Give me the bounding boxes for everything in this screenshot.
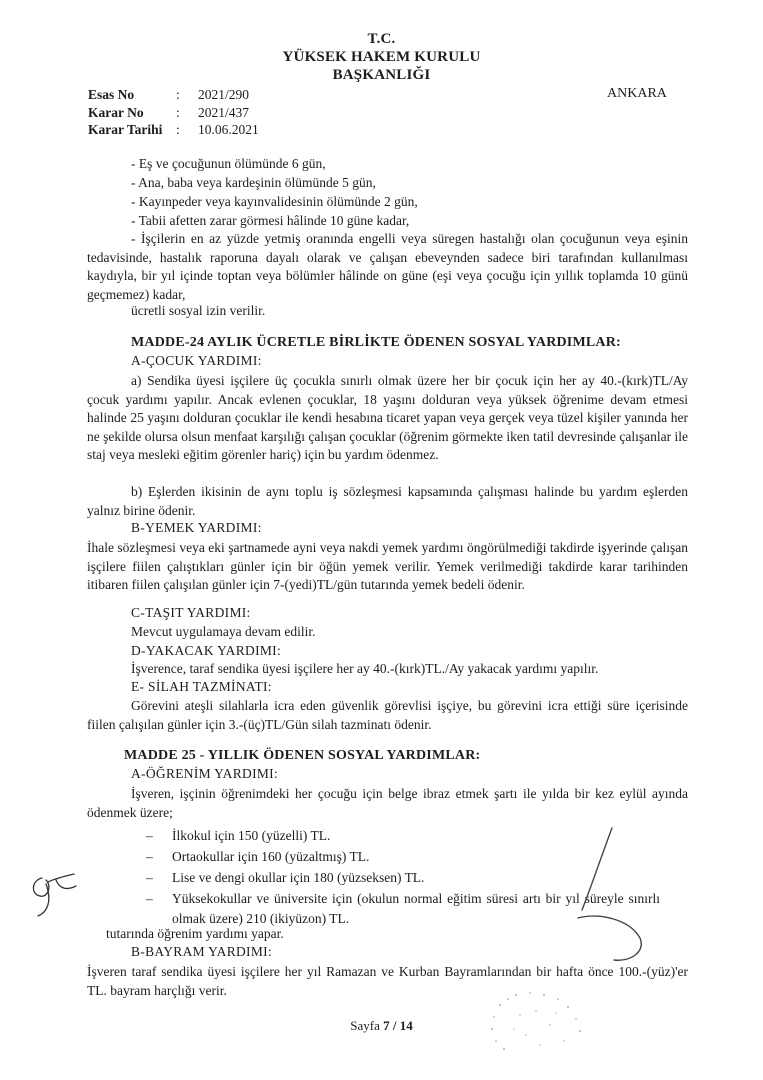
header-tc: T.C. (367, 31, 396, 47)
dash: – (146, 849, 153, 864)
stamp-smudge-mark (480, 985, 610, 1065)
list-item-text: Lise ve dengi okullar için 180 (yüzseksen) TL. (172, 870, 425, 885)
cocuk-paragraph-a: a) Sendika üyesi işçilere üç çocukla sınırlı olmak üzere her bir çocuk için her ay 40.-(kırk)TL/Ay çocuk yardımı yapılır. Ancak evlenen çocuklar, 18 yaşını dolduran veya yüksek öğrenime devam etmesi halinde 25 yaşını dolduran çocuklar ile kendi hesabına ticaret yapan veya gerçek veya tüzel kişiler yanında her ne şekilde olursa olsun menfaat karşılığı çalışan çocuklar (öğrenim görmekte iken tatil devresinde çalışanlar ile staj veya mesleki eğitim görenler hariç) için bu yardım ödenmez. (87, 373, 688, 462)
colon: : (176, 122, 180, 137)
handwritten-signature-stroke (560, 820, 680, 970)
list-item (146, 868, 424, 887)
cocuk-title: A-ÇOCUK YARDIMI: (131, 353, 262, 368)
madde24-title: MADDE-24 AYLIK ÜCRETLE BİRLİKTE ÖDENEN SOSYAL YARDIMLAR: (131, 335, 621, 350)
colon: : (176, 104, 180, 120)
leave-item: - Ana, baba veya kardeşinin ölümünde 5 gün, (131, 175, 376, 190)
yakacak-title: D-YAKACAK YARDIMI: (131, 643, 282, 658)
list-item-text: İlkokul için 150 (yüzelli) TL. (172, 828, 331, 843)
leave-disabled-paragraph: - İşçilerin en az yüzde yetmiş oranında engelli veya süregen hastalığı olan çocuğunun veya eşinin tedavisinde, hastalık raporuna dayalı olarak ve çalışan ebeveynden sadece biri tarafından kullanılması kaydıyla, bir yıl içinde toptan veya bölümler hâlinde on güne (eşi veya çocuğu için yıllık toplamda 10 günü geçmemez) kadar, (87, 231, 688, 302)
silah-title: E- SİLAH TAZMİNATI: (131, 679, 272, 694)
tarih-value: 10.06.2021 (198, 122, 259, 137)
silah-paragraph: Görevini ateşli silahlarla icra eden güvenlik görevlisi işçiye, bu görevini icra ettiği süre içerisinde fiilen çalışılan günler için 3.-(üç)TL/Gün silah tazminatı ödenir. (87, 698, 688, 732)
yakacak-text: İşverence, taraf sendika üyesi işçilere her ay 40.-(kırk)TL./Ay yakacak yardımı yapılır. (131, 661, 599, 676)
header-court: YÜKSEK HAKEM KURULU (282, 49, 481, 65)
cocuk-paragraph-b: b) Eşlerden ikisinin de aynı toplu iş sözleşmesi kapsamında çalışması halinde bu yardım eşlerden yalnız birine ödenir. (87, 484, 688, 518)
yemek-title: B-YEMEK YARDIMI: (131, 520, 262, 535)
karar-row (88, 104, 259, 122)
bayram-title: B-BAYRAM YARDIMI: (131, 944, 272, 959)
list-item-text: Yüksekokullar ve üniversite için (okulun normal eğitim süresi artı bir yıl süreyle sınırlı olmak üzere) 210 (ikiyüzon) TL. (172, 891, 660, 926)
case-meta (88, 86, 259, 139)
ogrenim-closing: tutarında öğrenim yardımı yapar. (106, 926, 284, 941)
esas-label: Esas No (88, 87, 135, 102)
tarih-label: Karar Tarihi (88, 122, 163, 137)
esas-row (88, 86, 259, 104)
karar-label: Karar No (88, 104, 144, 120)
bayram-paragraph: İşveren taraf sendika üyesi işçilere her yıl Ramazan ve Kurban Bayramlarından bir hafta önce 100.-(yüz)'er TL. bayram harçlığı verir. (87, 964, 688, 998)
esas-value: 2021/290 (198, 87, 250, 102)
madde25-title: MADDE 25 - YILLIK ÖDENEN SOSYAL YARDIMLAR: (124, 748, 481, 763)
handwritten-initial-mark (22, 860, 82, 920)
ogrenim-title: A-ÖĞRENİM YARDIMI: (131, 766, 279, 781)
tasit-title: C-TAŞIT YARDIMI: (131, 605, 251, 620)
dash: – (146, 891, 153, 906)
dash: – (146, 870, 153, 885)
leave-item: - Eş ve çocuğunun ölümünde 6 gün, (131, 156, 326, 171)
tarih-row (88, 121, 259, 139)
page-label: Sayfa (350, 1018, 380, 1033)
leave-closing: ücretli sosyal izin verilir. (131, 303, 266, 318)
dash: – (146, 828, 153, 843)
tasit-text: Mevcut uygulamaya devam edilir. (131, 624, 316, 639)
city-label: ANKARA (607, 86, 667, 101)
list-item (146, 826, 330, 845)
list-item (146, 847, 369, 866)
list-item-text: Ortaokullar için 160 (yüzaltmış) TL. (172, 849, 370, 864)
page-footer (0, 1018, 763, 1034)
karar-value: 2021/437 (198, 104, 250, 120)
header-presidency: BAŞKANLIĞI (332, 67, 431, 83)
leave-item: - Kayınpeder veya kayınvalidesinin ölümünde 2 gün, (131, 194, 418, 209)
page-number: 7 / 14 (383, 1018, 413, 1033)
ogrenim-intro: İşveren, işçinin öğrenimdeki her çocuğu için belge ibraz etmek şartı ile yılda bir kez eylül ayında ödenmek üzere; (87, 786, 688, 820)
leave-item: - Tabii afetten zarar görmesi hâlinde 10 güne kadar, (131, 213, 410, 228)
colon: : (176, 87, 180, 102)
yemek-paragraph: İhale sözleşmesi veya eki şartnamede ayni veya nakdi yemek yardımı öngörülmediği takdirde işyerinde çalışan işçilere fiilen çalıştıkları günler için bir öğün yemek verilir. Yemek verilmediği takdirde karar tarihinden itibaren fiilen çalışılan günler için 7-(yedi)TL/gün tutarında yemek bedeli ödenir. (87, 540, 688, 592)
